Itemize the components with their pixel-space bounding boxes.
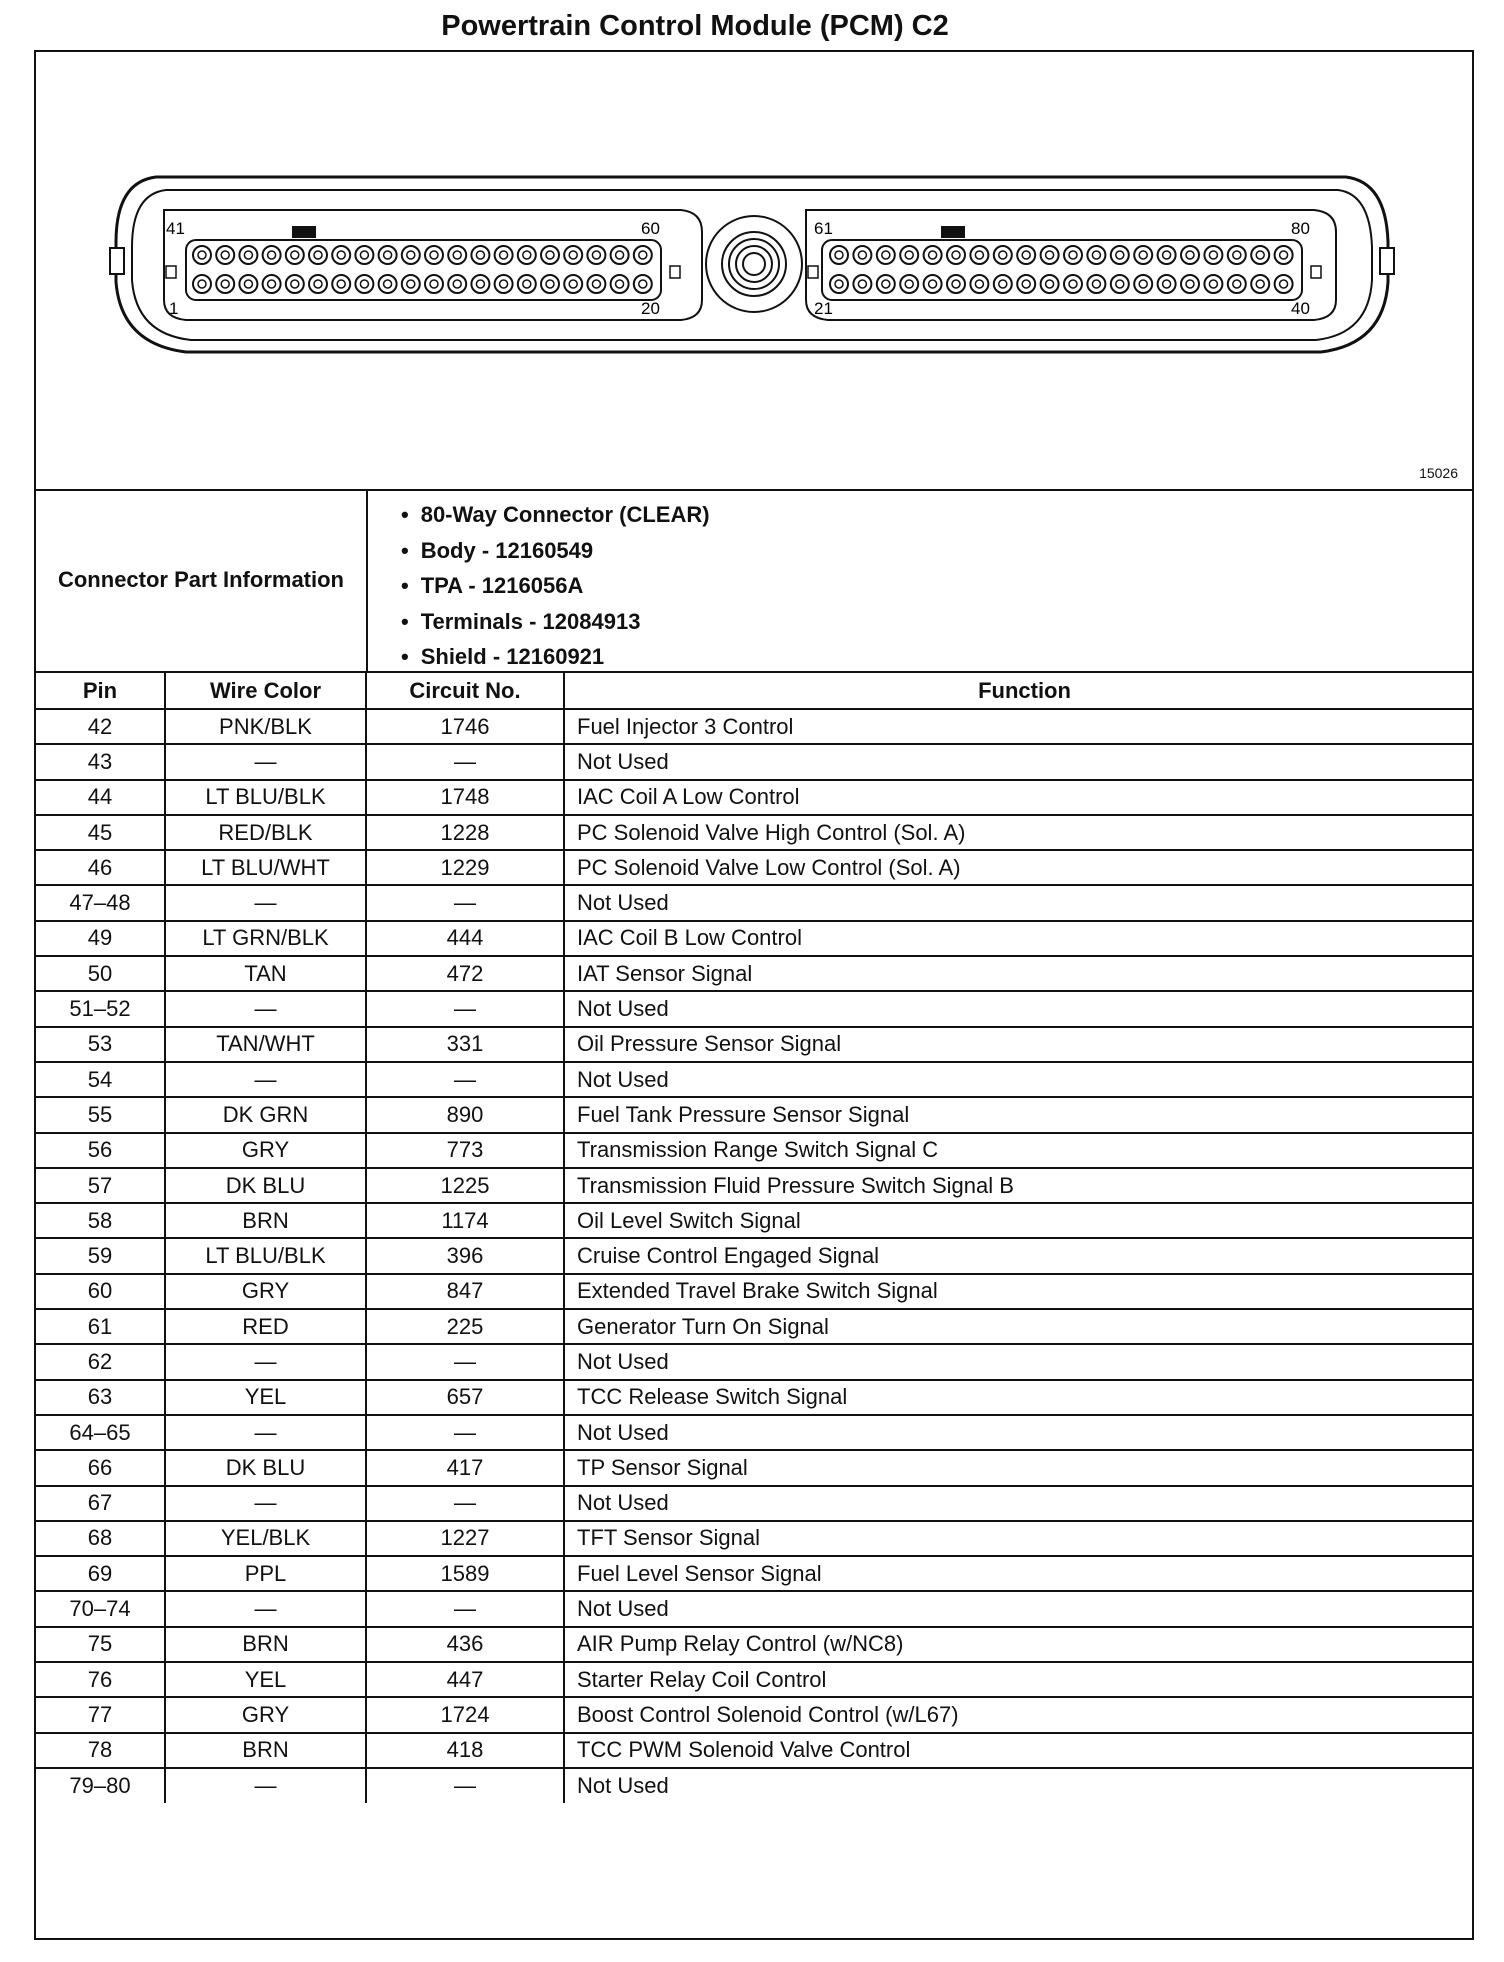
right-pin-grid (830, 246, 1293, 293)
pin-socket-icon (355, 246, 373, 264)
cell-function: Oil Level Switch Signal (564, 1203, 1472, 1238)
cell-pin: 45 (36, 815, 165, 850)
pin-socket-icon (286, 275, 304, 293)
cell-function: Not Used (564, 991, 1472, 1026)
pin-socket-icon (1181, 246, 1199, 264)
pin-socket-icon (239, 246, 257, 264)
table-row (36, 991, 1472, 1026)
cell-circuit-no: 396 (366, 1238, 564, 1273)
cell-pin: 69 (36, 1556, 165, 1591)
cell-wire-color: LT BLU/WHT (165, 850, 366, 885)
pin-socket-icon (216, 246, 234, 264)
part-info-item: • 80-Way Connector (CLEAR) (401, 497, 710, 533)
table-row (36, 1556, 1472, 1591)
header-function: Function (564, 672, 1472, 709)
pin-socket-icon (830, 246, 848, 264)
pin-socket-icon (877, 275, 895, 293)
pin-socket-icon (286, 246, 304, 264)
label-pin-80: 80 (1291, 219, 1310, 238)
cell-wire-color: BRN (165, 1627, 366, 1662)
cell-function: Not Used (564, 1591, 1472, 1626)
cell-pin: 57 (36, 1168, 165, 1203)
table-row (36, 1309, 1472, 1344)
connector-diagram (36, 52, 1472, 491)
pin-socket-icon (877, 246, 895, 264)
cell-circuit-no: 773 (366, 1133, 564, 1168)
pin-socket-icon (495, 275, 513, 293)
pin-socket-icon (1041, 246, 1059, 264)
cell-pin: 53 (36, 1027, 165, 1062)
cell-function: Not Used (564, 744, 1472, 779)
cell-pin: 42 (36, 709, 165, 744)
table-row (36, 1450, 1472, 1485)
table-row (36, 1062, 1472, 1097)
cell-pin: 56 (36, 1133, 165, 1168)
part-info-item: • Shield - 12160921 (401, 639, 710, 675)
pin-socket-icon (634, 275, 652, 293)
cell-function: IAC Coil B Low Control (564, 921, 1472, 956)
cell-wire-color: DK BLU (165, 1450, 366, 1485)
pin-socket-icon (1204, 275, 1222, 293)
cell-pin: 54 (36, 1062, 165, 1097)
center-bolt-icon (706, 216, 802, 312)
cell-pin: 75 (36, 1627, 165, 1662)
pin-socket-icon (541, 275, 559, 293)
pin-socket-icon (947, 246, 965, 264)
cell-pin: 49 (36, 921, 165, 956)
cell-wire-color: GRY (165, 1133, 366, 1168)
pin-socket-icon (994, 246, 1012, 264)
label-pin-20: 20 (641, 299, 660, 318)
cell-pin: 64–65 (36, 1415, 165, 1450)
cell-wire-color: — (165, 744, 366, 779)
cell-function: Boost Control Solenoid Control (w/L67) (564, 1697, 1472, 1732)
pin-socket-icon (239, 275, 257, 293)
cell-function: Generator Turn On Signal (564, 1309, 1472, 1344)
right-side-tab (1380, 248, 1394, 274)
left-pin-bay (164, 210, 702, 320)
table-row (36, 780, 1472, 815)
right-pin-bay (806, 210, 1336, 320)
cell-circuit-no: — (366, 1415, 564, 1450)
cell-pin: 50 (36, 956, 165, 991)
part-info-item: • TPA - 1216056A (401, 568, 710, 604)
cell-wire-color: YEL (165, 1380, 366, 1415)
pin-socket-icon (1251, 275, 1269, 293)
cell-circuit-no: 1228 (366, 815, 564, 850)
label-pin-41: 41 (166, 219, 185, 238)
cell-wire-color: LT BLU/BLK (165, 780, 366, 815)
pin-socket-icon (1064, 246, 1082, 264)
label-pin-21: 21 (814, 299, 833, 318)
cell-circuit-no: 447 (366, 1662, 564, 1697)
cell-function: Not Used (564, 1768, 1472, 1803)
pin-socket-icon (564, 275, 582, 293)
pin-socket-icon (900, 246, 918, 264)
cell-pin: 51–52 (36, 991, 165, 1026)
pin-socket-icon (994, 275, 1012, 293)
cell-circuit-no: 657 (366, 1380, 564, 1415)
cell-circuit-no: — (366, 991, 564, 1026)
pin-socket-icon (1017, 246, 1035, 264)
cell-circuit-no: 225 (366, 1309, 564, 1344)
table-row (36, 1662, 1472, 1697)
cell-pin: 79–80 (36, 1768, 165, 1803)
cell-pin: 63 (36, 1380, 165, 1415)
table-row (36, 1274, 1472, 1309)
part-info-list (401, 497, 710, 675)
cell-wire-color: — (165, 1062, 366, 1097)
pin-socket-icon (1251, 246, 1269, 264)
cell-pin: 76 (36, 1662, 165, 1697)
pin-socket-icon (379, 275, 397, 293)
cell-function: Extended Travel Brake Switch Signal (564, 1274, 1472, 1309)
label-pin-60: 60 (641, 219, 660, 238)
table-row (36, 956, 1472, 991)
pin-socket-icon (1275, 246, 1293, 264)
pin-socket-icon (1181, 275, 1199, 293)
cell-pin: 46 (36, 850, 165, 885)
pin-socket-icon (853, 246, 871, 264)
pin-socket-icon (216, 275, 234, 293)
cell-function: Not Used (564, 885, 1472, 920)
left-inner-latch (670, 266, 680, 278)
cell-pin: 78 (36, 1733, 165, 1768)
table-row (36, 850, 1472, 885)
pin-socket-icon (1275, 275, 1293, 293)
cell-circuit-no: 472 (366, 956, 564, 991)
cell-wire-color: LT BLU/BLK (165, 1238, 366, 1273)
cell-wire-color: PPL (165, 1556, 366, 1591)
table-row (36, 1591, 1472, 1626)
pinout-table (36, 671, 1472, 1803)
pin-socket-icon (1087, 246, 1105, 264)
pin-socket-icon (332, 246, 350, 264)
cell-circuit-no: 1229 (366, 850, 564, 885)
table-row (36, 1133, 1472, 1168)
pin-socket-icon (379, 246, 397, 264)
cell-function: TCC PWM Solenoid Valve Control (564, 1733, 1472, 1768)
cell-wire-color: YEL (165, 1662, 366, 1697)
pin-socket-icon (1158, 275, 1176, 293)
cell-pin: 67 (36, 1486, 165, 1521)
cell-wire-color: DK BLU (165, 1168, 366, 1203)
pin-socket-icon (448, 275, 466, 293)
pin-socket-icon (924, 275, 942, 293)
cell-circuit-no: — (366, 1062, 564, 1097)
cell-wire-color: TAN (165, 956, 366, 991)
cell-circuit-no: — (366, 1344, 564, 1379)
table-row (36, 1415, 1472, 1450)
pin-socket-icon (1158, 246, 1176, 264)
part-info-item: • Body - 12160549 (401, 533, 710, 569)
pin-socket-icon (471, 275, 489, 293)
cell-pin: 66 (36, 1450, 165, 1485)
cell-function: Not Used (564, 1062, 1472, 1097)
pin-socket-icon (1204, 246, 1222, 264)
pin-socket-icon (1134, 246, 1152, 264)
figure-id: 15026 (1419, 465, 1458, 481)
label-pin-61: 61 (814, 219, 833, 238)
table-row (36, 1380, 1472, 1415)
cell-circuit-no: 444 (366, 921, 564, 956)
cell-circuit-no: — (366, 885, 564, 920)
pin-socket-icon (518, 275, 536, 293)
cell-function: Transmission Fluid Pressure Switch Signal B (564, 1168, 1472, 1203)
cell-pin: 77 (36, 1697, 165, 1732)
cell-function: Not Used (564, 1486, 1472, 1521)
cell-wire-color: BRN (165, 1733, 366, 1768)
cell-function: Cruise Control Engaged Signal (564, 1238, 1472, 1273)
cell-function: Not Used (564, 1415, 1472, 1450)
cell-function: IAC Coil A Low Control (564, 780, 1472, 815)
cell-wire-color: GRY (165, 1274, 366, 1309)
pin-socket-icon (425, 246, 443, 264)
cell-function: PC Solenoid Valve Low Control (Sol. A) (564, 850, 1472, 885)
cell-pin: 44 (36, 780, 165, 815)
label-pin-1: 1 (169, 299, 179, 318)
pin-socket-icon (471, 246, 489, 264)
table-row (36, 1486, 1472, 1521)
table-row (36, 1768, 1472, 1803)
right-inner-latch (808, 266, 818, 278)
connector-drawing (36, 52, 1472, 489)
cell-circuit-no: 418 (366, 1733, 564, 1768)
cell-circuit-no: — (366, 1768, 564, 1803)
pin-socket-icon (1134, 275, 1152, 293)
cell-function: Not Used (564, 1344, 1472, 1379)
left-key (292, 226, 316, 238)
pin-socket-icon (611, 275, 629, 293)
cell-wire-color: — (165, 1768, 366, 1803)
pin-socket-icon (970, 246, 988, 264)
cell-wire-color: BRN (165, 1203, 366, 1238)
right-outer-latch (1311, 266, 1321, 278)
pin-socket-icon (541, 246, 559, 264)
pin-socket-icon (448, 246, 466, 264)
cell-circuit-no: 436 (366, 1627, 564, 1662)
pin-socket-icon (332, 275, 350, 293)
pin-socket-icon (830, 275, 848, 293)
table-row (36, 1344, 1472, 1379)
cell-circuit-no: 1227 (366, 1521, 564, 1556)
pin-socket-icon (402, 246, 420, 264)
pin-socket-icon (402, 275, 420, 293)
cell-function: Fuel Tank Pressure Sensor Signal (564, 1097, 1472, 1132)
left-side-tab (110, 248, 124, 274)
pin-socket-icon (853, 275, 871, 293)
pin-socket-icon (518, 246, 536, 264)
table-row (36, 885, 1472, 920)
cell-wire-color: GRY (165, 1697, 366, 1732)
table-row (36, 815, 1472, 850)
cell-function: TCC Release Switch Signal (564, 1380, 1472, 1415)
cell-circuit-no: — (366, 1591, 564, 1626)
pin-socket-icon (309, 246, 327, 264)
cell-function: Fuel Level Sensor Signal (564, 1556, 1472, 1591)
cell-wire-color: RED/BLK (165, 815, 366, 850)
table-row (36, 1627, 1472, 1662)
cell-function: AIR Pump Relay Control (w/NC8) (564, 1627, 1472, 1662)
pinout-rows (36, 709, 1472, 1803)
pin-socket-icon (634, 246, 652, 264)
connector-frame (34, 50, 1474, 1940)
pin-socket-icon (1041, 275, 1059, 293)
cell-circuit-no: 1174 (366, 1203, 564, 1238)
cell-wire-color: — (165, 1591, 366, 1626)
pin-socket-icon (193, 275, 211, 293)
header-wire-color: Wire Color (165, 672, 366, 709)
cell-wire-color: — (165, 885, 366, 920)
cell-wire-color: PNK/BLK (165, 709, 366, 744)
cell-pin: 47–48 (36, 885, 165, 920)
pin-socket-icon (263, 246, 281, 264)
header-circuit-no: Circuit No. (366, 672, 564, 709)
label-pin-40: 40 (1291, 299, 1310, 318)
cell-function: Fuel Injector 3 Control (564, 709, 1472, 744)
cell-circuit-no: 1724 (366, 1697, 564, 1732)
cell-circuit-no: 1225 (366, 1168, 564, 1203)
right-key (941, 226, 965, 238)
pin-socket-icon (495, 246, 513, 264)
cell-circuit-no: 331 (366, 1027, 564, 1062)
cell-circuit-no: 847 (366, 1274, 564, 1309)
cell-circuit-no: 417 (366, 1450, 564, 1485)
cell-wire-color: — (165, 1486, 366, 1521)
pin-socket-icon (1111, 246, 1129, 264)
cell-pin: 62 (36, 1344, 165, 1379)
pin-socket-icon (900, 275, 918, 293)
pin-socket-icon (587, 275, 605, 293)
pin-socket-icon (1087, 275, 1105, 293)
table-row (36, 1027, 1472, 1062)
cell-function: IAT Sensor Signal (564, 956, 1472, 991)
pin-socket-icon (587, 246, 605, 264)
pin-socket-icon (263, 275, 281, 293)
cell-function: TP Sensor Signal (564, 1450, 1472, 1485)
table-row (36, 921, 1472, 956)
cell-wire-color: — (165, 991, 366, 1026)
part-info-item: • Terminals - 12084913 (401, 604, 710, 640)
cell-circuit-no: 890 (366, 1097, 564, 1132)
cell-circuit-no: — (366, 1486, 564, 1521)
cell-pin: 58 (36, 1203, 165, 1238)
connector-part-info (36, 489, 1472, 673)
cell-pin: 43 (36, 744, 165, 779)
table-row (36, 1168, 1472, 1203)
cell-pin: 55 (36, 1097, 165, 1132)
pin-socket-icon (1064, 275, 1082, 293)
cell-function: Starter Relay Coil Control (564, 1662, 1472, 1697)
left-outer-latch (166, 266, 176, 278)
pin-socket-icon (564, 246, 582, 264)
cell-function: Oil Pressure Sensor Signal (564, 1027, 1472, 1062)
pin-socket-icon (1017, 275, 1035, 293)
cell-function: TFT Sensor Signal (564, 1521, 1472, 1556)
cell-pin: 68 (36, 1521, 165, 1556)
page-title: Powertrain Control Module (PCM) C2 (441, 10, 949, 42)
pin-socket-icon (193, 246, 211, 264)
part-info-label: Connector Part Information (36, 489, 368, 671)
cell-pin: 61 (36, 1309, 165, 1344)
pin-socket-icon (1111, 275, 1129, 293)
pin-socket-icon (611, 246, 629, 264)
cell-function: PC Solenoid Valve High Control (Sol. A) (564, 815, 1472, 850)
pin-socket-icon (1228, 275, 1246, 293)
cell-function: Transmission Range Switch Signal C (564, 1133, 1472, 1168)
table-row (36, 1697, 1472, 1732)
cell-wire-color: RED (165, 1309, 366, 1344)
pin-socket-icon (355, 275, 373, 293)
cell-pin: 60 (36, 1274, 165, 1309)
left-pin-grid (193, 246, 652, 293)
table-row (36, 1097, 1472, 1132)
table-row (36, 709, 1472, 744)
cell-wire-color: — (165, 1344, 366, 1379)
table-row (36, 744, 1472, 779)
pin-socket-icon (1228, 246, 1246, 264)
table-row (36, 1733, 1472, 1768)
table-row (36, 1521, 1472, 1556)
header-pin: Pin (36, 672, 165, 709)
cell-circuit-no: 1746 (366, 709, 564, 744)
table-row (36, 1238, 1472, 1273)
table-header-row (36, 672, 1472, 709)
cell-wire-color: LT GRN/BLK (165, 921, 366, 956)
cell-wire-color: DK GRN (165, 1097, 366, 1132)
table-row (36, 1203, 1472, 1238)
cell-circuit-no: 1748 (366, 780, 564, 815)
cell-pin: 59 (36, 1238, 165, 1273)
cell-circuit-no: — (366, 744, 564, 779)
cell-circuit-no: 1589 (366, 1556, 564, 1591)
cell-wire-color: TAN/WHT (165, 1027, 366, 1062)
pin-socket-icon (924, 246, 942, 264)
pin-socket-icon (947, 275, 965, 293)
pin-socket-icon (425, 275, 443, 293)
cell-wire-color: — (165, 1415, 366, 1450)
pin-socket-icon (970, 275, 988, 293)
cell-wire-color: YEL/BLK (165, 1521, 366, 1556)
cell-pin: 70–74 (36, 1591, 165, 1626)
pin-socket-icon (309, 275, 327, 293)
